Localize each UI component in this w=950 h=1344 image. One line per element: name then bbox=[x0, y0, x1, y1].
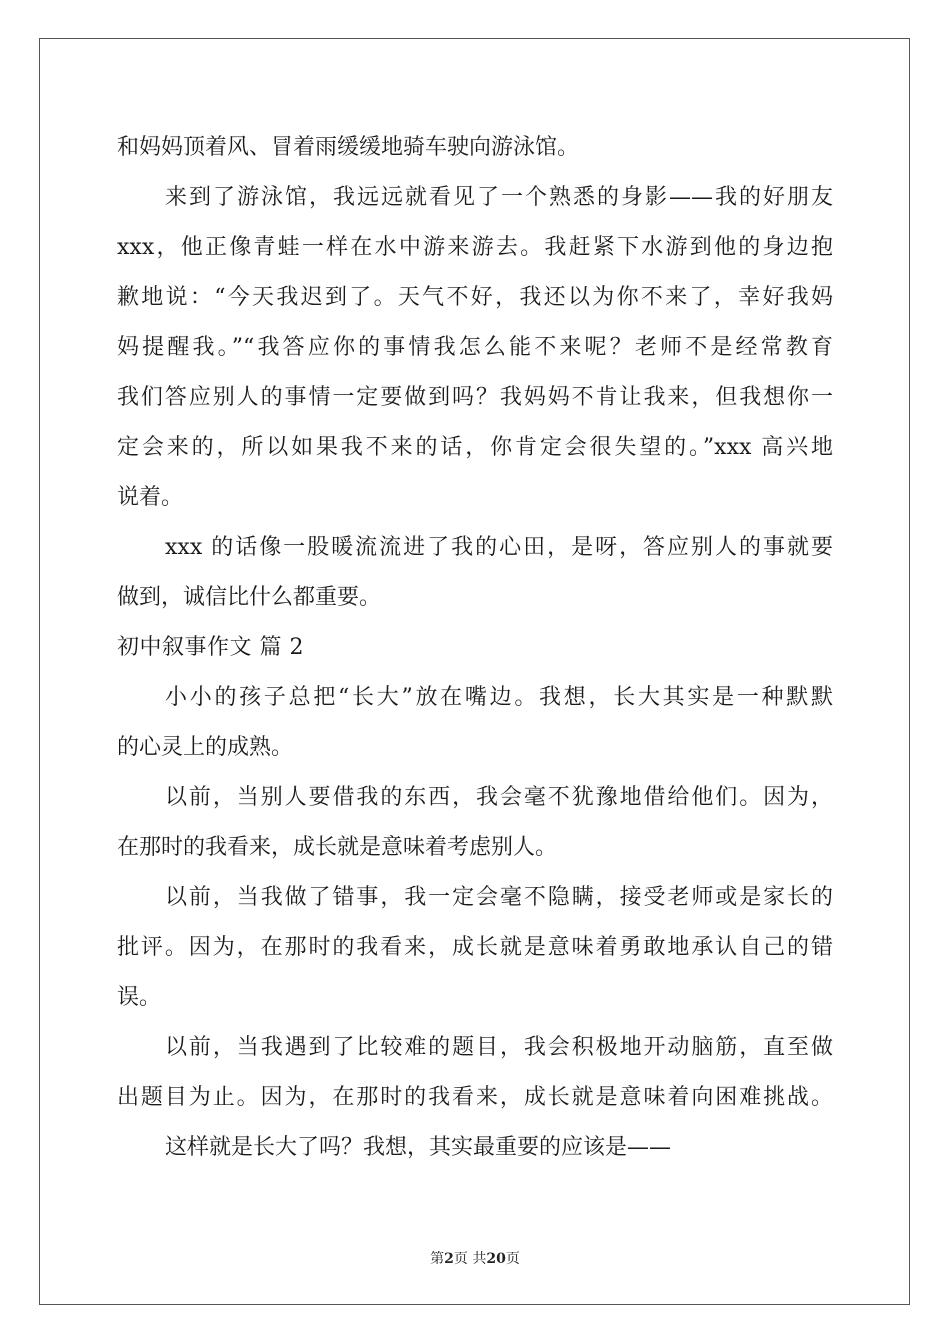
text-line: 在那时的我看来，成长就是意味着考虑别人。 bbox=[117, 835, 558, 860]
text-line: 以前，当我遇到了比较难的题目，我会积极地开动脑筋，直至做 bbox=[165, 1035, 833, 1060]
section-heading: 初中叙事作文 篇 2 bbox=[117, 635, 304, 660]
footer-mid: 页 共 bbox=[453, 1251, 487, 1267]
footer-suffix: 页 bbox=[505, 1251, 520, 1267]
page-footer bbox=[0, 1248, 950, 1268]
current-page-number: 2 bbox=[444, 1251, 454, 1267]
text-line: 误。 bbox=[117, 985, 162, 1010]
text-line: 小小的孩子总把“长大”放在嘴边。我想，长大其实是一种默默 bbox=[165, 685, 833, 710]
total-page-count: 20 bbox=[486, 1251, 506, 1267]
text-line: 妈提醒我。”“我答应你的事情我怎么能不来呢？老师不是经常教育 bbox=[117, 335, 833, 360]
text-line: 出题目为止。因为，在那时的我看来，成长就是意味着向困难挑战。 bbox=[117, 1085, 833, 1110]
text-line: 定会来的，所以如果我不来的话，你肯定会很失望的。”xxx 高兴地 bbox=[117, 435, 833, 460]
document-body bbox=[117, 128, 833, 1178]
text-line: 的心灵上的成熟。 bbox=[117, 735, 294, 760]
text-line: xxx 的话像一股暖流流进了我的心田，是呀，答应别人的事就要 bbox=[165, 535, 833, 560]
text-line: 歉地说：“今天我迟到了。天气不好，我还以为你不来了，幸好我妈 bbox=[117, 285, 833, 310]
text-line: 我们答应别人的事情一定要做到吗？我妈妈不肯让我来，但我想你一 bbox=[117, 385, 833, 410]
text-line: xxx，他正像青蛙一样在水中游来游去。我赶紧下水游到他的身边抱 bbox=[117, 235, 833, 260]
text-line: 以前，当别人要借我的东西，我会毫不犹豫地借给他们。因为， bbox=[165, 785, 833, 810]
text-line: 这样就是长大了吗？我想，其实最重要的应该是—— bbox=[165, 1135, 672, 1160]
text-line: 来到了游泳馆，我远远就看见了一个熟悉的身影——我的好朋友 bbox=[165, 185, 833, 210]
text-line: 以前，当我做了错事，我一定会毫不隐瞒，接受老师或是家长的 bbox=[165, 885, 833, 910]
footer-prefix: 第 bbox=[430, 1251, 445, 1267]
text-line: 做到，诚信比什么都重要。 bbox=[117, 585, 382, 610]
text-line: 和妈妈顶着风、冒着雨缓缓地骑车驶向游泳馆。 bbox=[117, 135, 580, 160]
text-line: 批评。因为，在那时的我看来，成长就是意味着勇敢地承认自己的错 bbox=[117, 935, 833, 960]
text-line: 说着。 bbox=[117, 485, 184, 510]
